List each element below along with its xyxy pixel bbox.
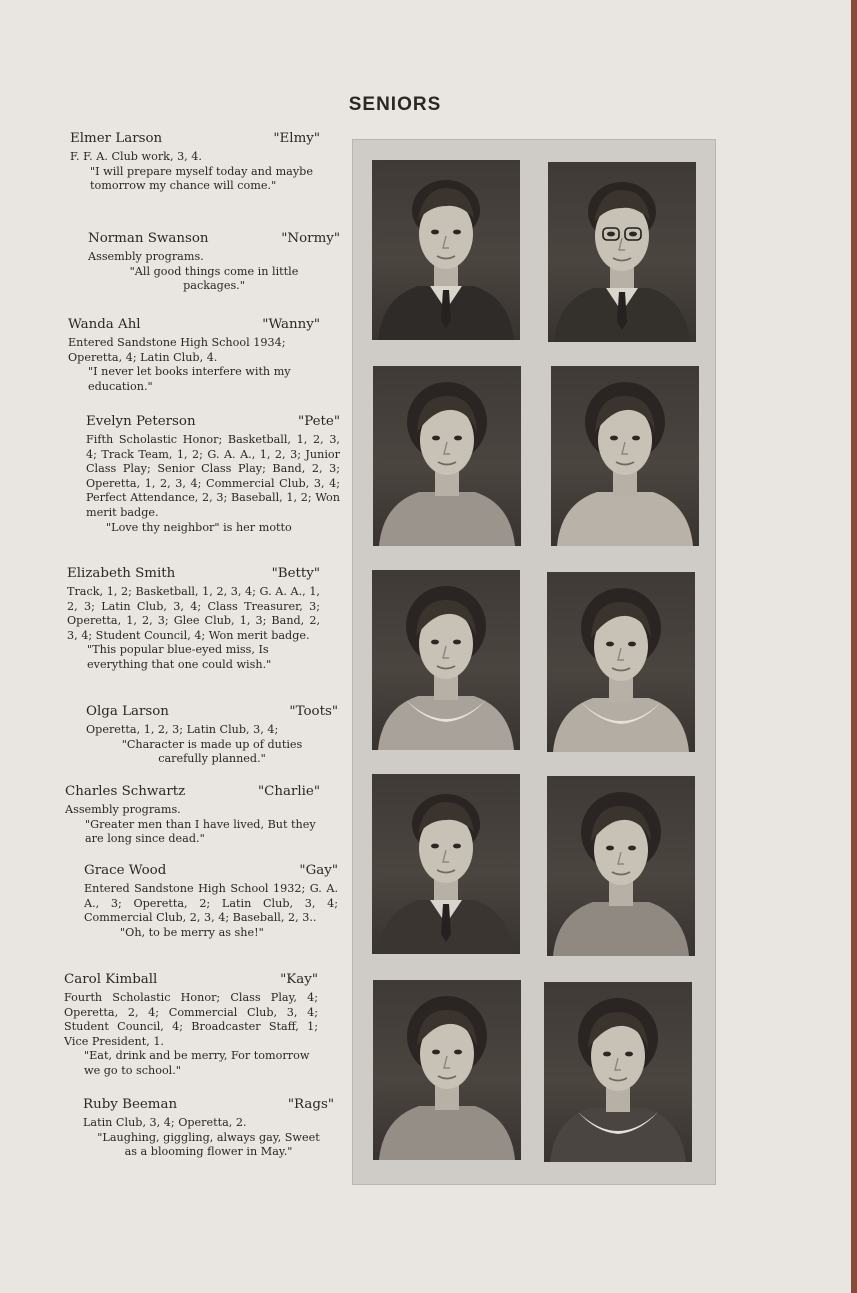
portrait-olga-larson xyxy=(547,572,695,752)
senior-quote: "Oh, to be merry as she!" xyxy=(120,925,264,939)
portrait-eye-right xyxy=(453,844,461,849)
senior-quote: "I never let books interfere with my education." xyxy=(88,365,291,393)
senior-nickname: "Toots" xyxy=(289,704,338,719)
senior-nickname: "Gay" xyxy=(299,863,338,878)
senior-activities: Assembly programs. xyxy=(88,250,204,263)
portrait-eye-left xyxy=(606,642,614,647)
senior-activities: Fourth Scholastic Honor; Class Play, 4; Operetta, 2, 4; Commercial Club, 3, 4; Student Council, 4; Broadcaster Staff, 1; Vice President, 1. xyxy=(64,991,318,1048)
senior-quote: "Greater men than I have lived, But they are long since dead." xyxy=(85,817,316,846)
portrait-eye-left xyxy=(431,230,439,235)
portrait-figure xyxy=(548,162,696,342)
portrait-wanda-ahl xyxy=(373,366,521,546)
portrait-eye-right xyxy=(625,1052,633,1057)
senior-entry-evelyn-peterson xyxy=(86,413,340,535)
portrait-eye-right xyxy=(629,232,637,237)
senior-entry-ruby-beeman xyxy=(83,1096,334,1160)
senior-name: Elizabeth Smith xyxy=(67,566,176,581)
portrait-eye-right xyxy=(454,436,462,441)
page-title: SENIORS xyxy=(348,94,442,115)
senior-entry-elmer-larson xyxy=(70,130,320,194)
entry-header xyxy=(83,1096,334,1114)
portrait-eye-left xyxy=(610,436,618,441)
portrait-eye-left xyxy=(607,232,615,237)
entry-header xyxy=(65,783,320,801)
senior-activities: Latin Club, 3, 4; Operetta, 2. xyxy=(83,1116,247,1129)
senior-entry-elizabeth-smith xyxy=(67,565,320,673)
portrait-figure xyxy=(372,774,520,954)
senior-nickname: "Elmy" xyxy=(273,131,320,146)
senior-activities: Track, 1, 2; Basketball, 1, 2, 3, 4; G. A. A., 1, 2, 3; Latin Club, 3, 4; Class Treasurer, 3; Operetta, 1, 2, 3; Glee Club, 1, 3; Band, 2, 3, 4; Student Council, 4; Won merit badge. xyxy=(67,585,320,642)
senior-name: Ruby Beeman xyxy=(83,1097,178,1112)
senior-entry-wanda-ahl xyxy=(68,316,320,394)
senior-name: Evelyn Peterson xyxy=(86,414,196,429)
portrait-ruby-beeman xyxy=(544,982,692,1162)
entry-header xyxy=(70,130,320,148)
portrait-eye-left xyxy=(432,1050,440,1055)
portrait-clothing xyxy=(550,1108,686,1162)
portrait-norman-swanson xyxy=(548,162,696,342)
portrait-eye-right xyxy=(628,846,636,851)
photo-board xyxy=(352,139,716,1185)
senior-nickname: "Pete" xyxy=(298,414,340,429)
senior-entry-grace-wood xyxy=(84,862,338,940)
senior-entry-carol-kimball xyxy=(64,971,318,1079)
senior-nickname: "Wanny" xyxy=(262,317,320,332)
senior-name: Wanda Ahl xyxy=(68,317,141,332)
portrait-elmer-larson xyxy=(372,160,520,340)
senior-quote: "All good things come in little packages." xyxy=(129,264,299,293)
portrait-carol-kimball xyxy=(373,980,521,1160)
entry-header xyxy=(86,703,338,721)
senior-name: Carol Kimball xyxy=(64,972,158,987)
portrait-clothing xyxy=(553,902,689,956)
portrait-figure xyxy=(372,160,520,340)
portrait-eye-right xyxy=(632,436,640,441)
portrait-eye-left xyxy=(432,436,440,441)
portrait-clothing xyxy=(557,492,693,546)
senior-name: Olga Larson xyxy=(86,704,169,719)
portrait-eye-right xyxy=(628,642,636,647)
portrait-charles-schwartz xyxy=(372,774,520,954)
entry-header xyxy=(86,413,340,431)
senior-nickname: "Kay" xyxy=(280,972,318,987)
senior-activities: F. F. A. Club work, 3, 4. xyxy=(70,150,202,163)
portrait-clothing xyxy=(378,696,514,750)
entry-header xyxy=(67,565,320,583)
portrait-figure xyxy=(372,570,520,750)
portrait-elizabeth-smith xyxy=(372,570,520,750)
senior-quote: "I will prepare myself today and maybe tomorrow my chance will come." xyxy=(90,164,313,193)
portrait-figure xyxy=(551,366,699,546)
page-edge xyxy=(851,0,857,1293)
portrait-grace-wood xyxy=(547,776,695,956)
portrait-figure xyxy=(373,366,521,546)
portrait-eye-left xyxy=(606,846,614,851)
portrait-eye-right xyxy=(453,230,461,235)
entry-header xyxy=(88,230,340,248)
senior-quote: "Laughing, giggling, always gay, Sweet as a blooming flower in May." xyxy=(97,1130,320,1159)
senior-quote: "This popular blue-eyed miss, Is everything that one could wish." xyxy=(87,643,272,671)
portrait-clothing xyxy=(553,698,689,752)
senior-quote: "Character is made up of duties carefully planned." xyxy=(121,737,303,766)
senior-name: Grace Wood xyxy=(84,863,167,878)
senior-activities: Entered Sandstone High School 1934; Operetta, 4; Latin Club, 4. xyxy=(68,336,286,364)
portrait-eye-right xyxy=(453,640,461,645)
senior-nickname: "Rags" xyxy=(287,1097,334,1112)
portrait-eye-left xyxy=(431,844,439,849)
senior-name: Norman Swanson xyxy=(88,231,209,246)
portrait-figure xyxy=(544,982,692,1162)
senior-name: Charles Schwartz xyxy=(65,784,186,799)
entry-header xyxy=(68,316,320,334)
senior-activities: Assembly programs. xyxy=(65,803,181,816)
senior-name: Elmer Larson xyxy=(70,131,163,146)
portrait-figure xyxy=(373,980,521,1160)
portrait-figure xyxy=(547,572,695,752)
entry-header xyxy=(64,971,318,989)
portrait-eye-left xyxy=(431,640,439,645)
senior-nickname: "Betty" xyxy=(271,566,320,581)
senior-quote: "Love thy neighbor" is her motto xyxy=(106,520,292,534)
senior-entry-olga-larson xyxy=(86,703,338,767)
portrait-eye-right xyxy=(454,1050,462,1055)
senior-activities: Operetta, 1, 2, 3; Latin Club, 3, 4; xyxy=(86,723,279,736)
senior-entry-norman-swanson xyxy=(88,230,340,294)
senior-activities: Fifth Scholastic Honor; Basketball, 1, 2, 3, 4; Track Team, 1, 2; G. A. A., 1, 2, 3; Junior Class Play; Senior Class Play; Band, 2, 3; Operetta, 1, 2, 3, 4; Commercial Club, 3, 4; Perfect Attendance, 2, 3; Baseball, 1, 2; Won merit badge. xyxy=(86,433,340,519)
senior-quote: "Eat, drink and be merry, For tomorrow we go to school." xyxy=(84,1049,310,1077)
senior-activities: Entered Sandstone High School 1932; G. A. A., 3; Operetta, 2; Latin Club, 3, 4; Commercial Club, 2, 3, 4; Baseball, 2, 3.. xyxy=(84,882,338,925)
senior-nickname: "Normy" xyxy=(281,231,340,246)
senior-nickname: "Charlie" xyxy=(257,784,320,799)
portrait-clothing xyxy=(379,1106,515,1160)
senior-entry-charles-schwartz xyxy=(65,783,320,847)
portrait-eye-left xyxy=(603,1052,611,1057)
portrait-evelyn-peterson xyxy=(551,366,699,546)
portrait-figure xyxy=(547,776,695,956)
entry-header xyxy=(84,862,338,880)
portrait-clothing xyxy=(379,492,515,546)
